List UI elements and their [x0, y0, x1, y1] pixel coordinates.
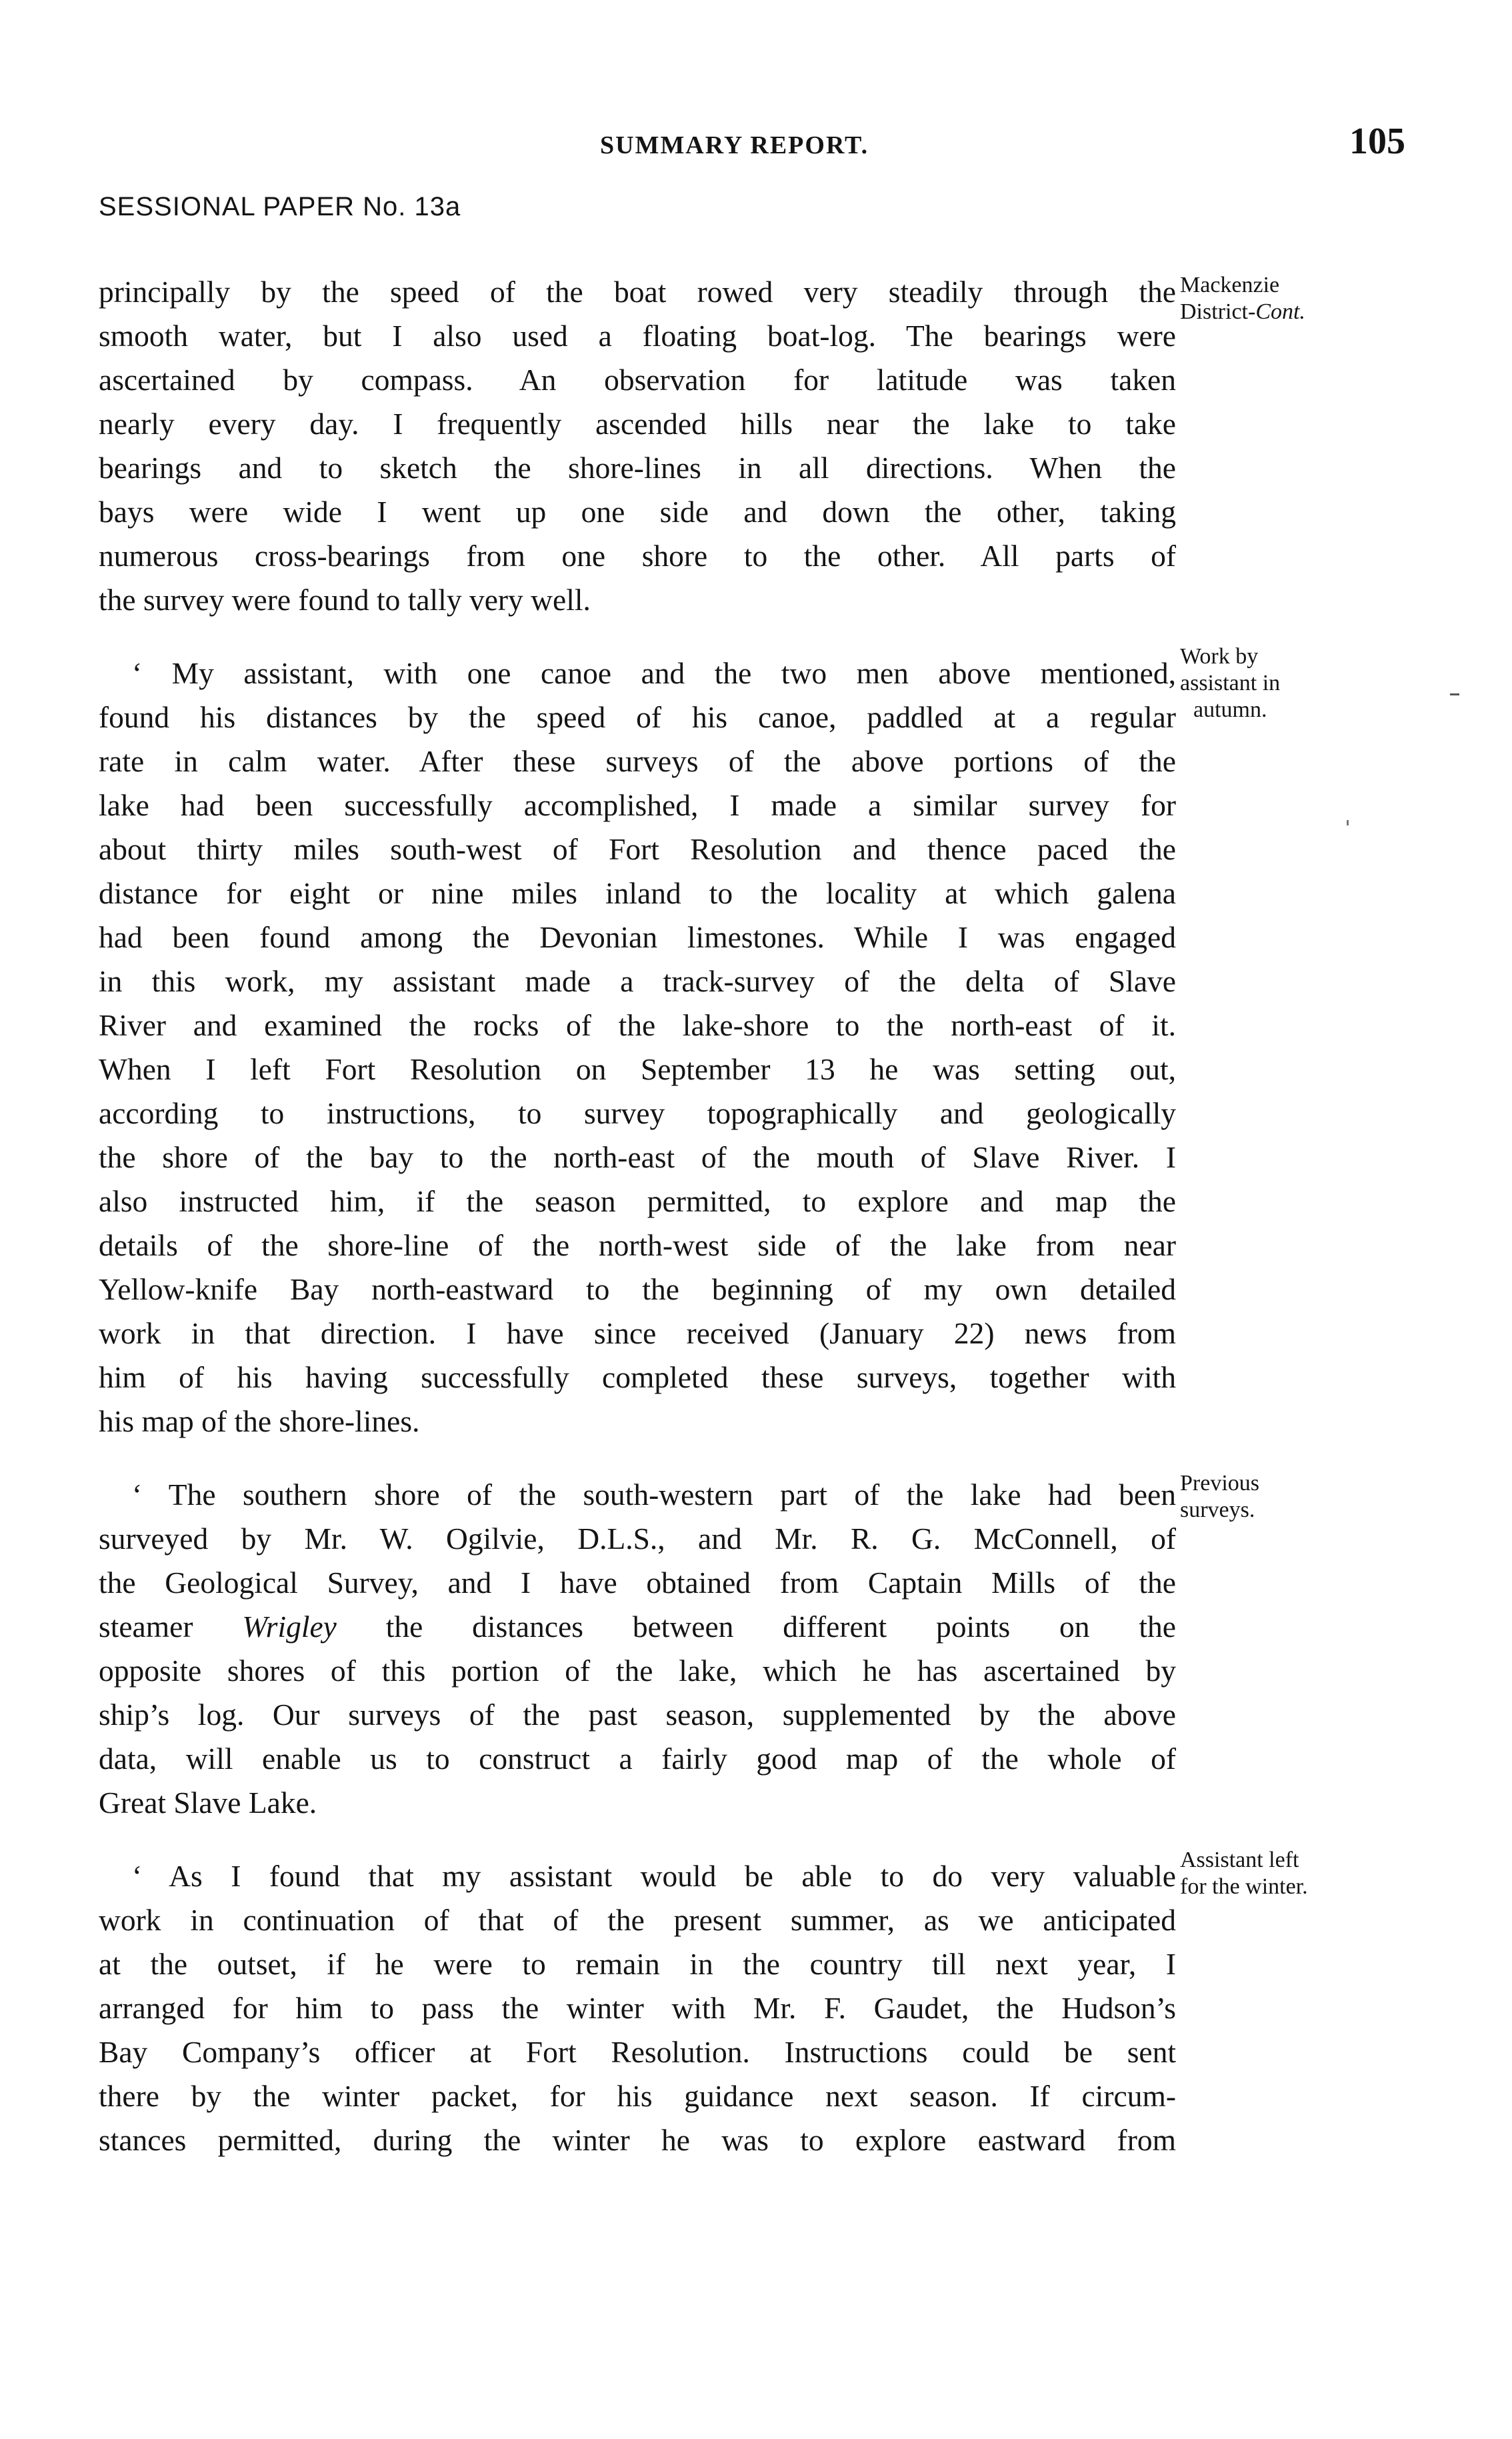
- text-line: stances permitted, during the winter he was to explore eastward from: [99, 2123, 1176, 2157]
- text-line: numerous cross-bearings from one shore to the other. All parts of: [99, 539, 1176, 573]
- margin-note-line: Assistant left: [1180, 1848, 1299, 1872]
- text-line: at the outset, if he were to remain in the country till next year, I: [99, 1947, 1176, 1981]
- continued-mark: Cont.: [1255, 299, 1305, 324]
- text-line: ascertained by compass. An observation for latitude was taken: [99, 363, 1176, 397]
- text-line: surveyed by Mr. W. Ogilvie, D.L.S., and Mr. R. G. McConnell, of: [99, 1522, 1176, 1556]
- text-line: When I left Fort Resolution on September 13 he was setting out,: [99, 1052, 1176, 1086]
- text-line: had been found among the Devonian limestones. While I was engaged: [99, 920, 1176, 954]
- text-line: also instructed him, if the season permitted, to explore and map the: [99, 1184, 1176, 1218]
- sessional-paper-label: SESSIONAL PAPER No. 13a: [99, 192, 461, 221]
- margin-note-line: Mackenzie: [1180, 273, 1280, 297]
- running-head: SUMMARY REPORT.: [600, 131, 869, 159]
- margin-note-line: for the winter.: [1180, 1874, 1308, 1899]
- text-line: found his distances by the speed of his canoe, paddled at a regular: [99, 700, 1176, 734]
- scan-dot-mark: [1347, 820, 1349, 825]
- text-line: in this work, my assistant made a track-survey of the delta of Slave: [99, 964, 1176, 998]
- margin-note-work-by-assistant: [1180, 643, 1280, 723]
- text-line: according to instructions, to survey topographically and geologically: [99, 1096, 1176, 1130]
- margin-note-mackenzie: [1180, 272, 1305, 325]
- text-line: ‘ My assistant, with one canoe and the two men above mentioned,: [132, 656, 1176, 690]
- paragraph-3: [99, 1473, 1176, 1825]
- margin-note-line: assistant in: [1180, 671, 1281, 695]
- text-line: steamer Wrigley the distances between different points on the: [99, 1610, 1176, 1644]
- text-line: bearings and to sketch the shore-lines in all directions. When the: [99, 451, 1176, 485]
- page-number: 105: [1349, 121, 1405, 162]
- text-line: distance for eight or nine miles inland to the locality at which galena: [99, 876, 1176, 910]
- text-line: data, will enable us to construct a fairly good map of the whole of: [99, 1742, 1176, 1776]
- text-line: Bay Company’s officer at Fort Resolution. Instructions could be sent: [99, 2035, 1176, 2069]
- margin-note-previous-surveys: [1180, 1470, 1259, 1524]
- text-line: bays were wide I went up one side and down the other, taking: [99, 495, 1176, 529]
- text-line: lake had been successfully accomplished, I made a similar survey for: [99, 788, 1176, 822]
- margin-note-line: District-Cont.: [1180, 299, 1305, 324]
- text-line: rate in calm water. After these surveys of the above portions of the: [99, 744, 1176, 778]
- text-line: about thirty miles south-west of Fort Resolution and thence paced the: [99, 832, 1176, 866]
- text-line: the shore of the bay to the north-east of the mouth of Slave River. I: [99, 1140, 1176, 1174]
- text-line: work in that direction. I have since received (January 22) news from: [99, 1316, 1176, 1350]
- text-line: details of the shore-line of the north-west side of the lake from near: [99, 1228, 1176, 1262]
- text-line: Yellow-knife Bay north-eastward to the beginning of my own detailed: [99, 1272, 1176, 1306]
- text-line: ‘ The southern shore of the south-western part of the lake had been: [132, 1478, 1176, 1512]
- text-line: River and examined the rocks of the lake-shore to the north-east of it.: [99, 1008, 1176, 1042]
- text-line: him of his having successfully completed these surveys, together with: [99, 1360, 1176, 1394]
- text-line: opposite shores of this portion of the lake, which he has ascertained by: [99, 1654, 1176, 1688]
- text-line: smooth water, but I also used a floating boat-log. The bearings were: [99, 319, 1176, 353]
- text-line: ship’s log. Our surveys of the past season, supplemented by the above: [99, 1698, 1176, 1732]
- text-line: there by the winter packet, for his guidance next season. If circum-: [99, 2079, 1176, 2113]
- text-line: arranged for him to pass the winter with Mr. F. Gaudet, the Hudson’s: [99, 1991, 1176, 2025]
- scan-dash-mark: [1450, 693, 1459, 695]
- paragraph-4: [99, 1854, 1176, 2162]
- body-text: [99, 270, 1176, 2162]
- margin-note-assistant-left: [1180, 1847, 1308, 1900]
- margin-note-line: Previous: [1180, 1471, 1259, 1496]
- text-line: nearly every day. I frequently ascended hills near the lake to take: [99, 407, 1176, 441]
- paragraph-2: [99, 651, 1176, 1444]
- ship-name: Wrigley: [242, 1610, 337, 1644]
- text-line: Great Slave Lake.: [99, 1786, 317, 1820]
- margin-note-line: autumn.: [1193, 697, 1267, 722]
- text-line: his map of the shore-lines.: [99, 1404, 420, 1438]
- text-line: work in continuation of that of the present summer, as we anticipated: [99, 1903, 1176, 1937]
- text-line: principally by the speed of the boat rowed very steadily through the: [99, 275, 1176, 309]
- text-line: ‘ As I found that my assistant would be able to do very valuable: [132, 1859, 1176, 1893]
- paragraph-1: [99, 270, 1176, 622]
- text-line: the Geological Survey, and I have obtained from Captain Mills of the: [99, 1566, 1176, 1600]
- margin-note-line: Work by: [1180, 644, 1259, 669]
- text-line: the survey were found to tally very well.: [99, 583, 591, 617]
- margin-note-line: surveys.: [1180, 1498, 1255, 1522]
